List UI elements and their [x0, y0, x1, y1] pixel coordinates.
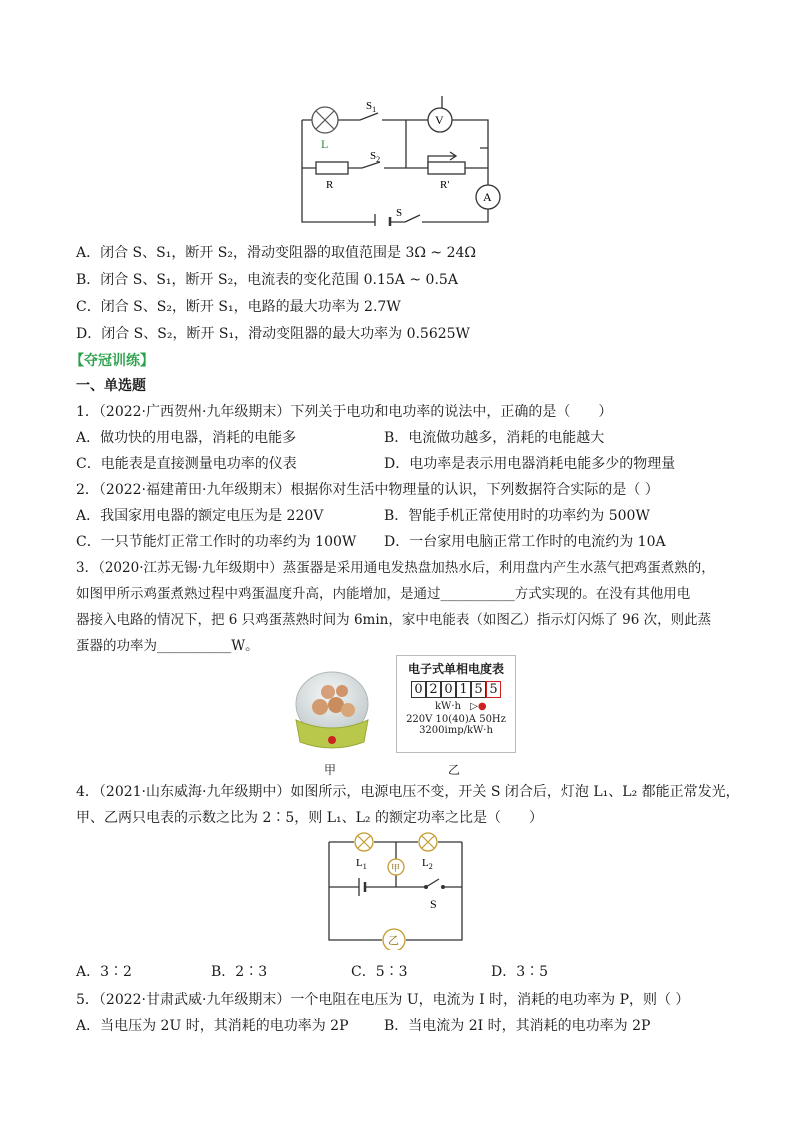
meter-unit-row [435, 701, 515, 712]
q4-option-b: B．2∶3 [211, 964, 268, 980]
meter-digit: 5 [486, 681, 501, 698]
lamp-label: L [321, 137, 329, 151]
q2-option-c: C．一只节能灯正常工作时的功率约为 100W [76, 534, 357, 550]
prev-option-d: D．闭合 S、S₂，断开 S₁，滑动变阻器的最大功率为 0.5625W [76, 326, 470, 342]
circuit-diagram-1 [290, 96, 505, 226]
meter-digit: 0 [441, 681, 456, 698]
rp-label: R' [440, 179, 450, 191]
q2-stem: 2．（2022·福建莆田·九年级期末）根据你对生活中物理量的认识，下列数据符合实际的是（ ） [76, 482, 659, 498]
prev-option-a: A．闭合 S、S₁，断开 S₂，滑动变阻器的取值范围是 3Ω ~ 24Ω [76, 245, 477, 261]
switch-s-label: S [396, 207, 403, 219]
q1-option-c: C．电能表是直接测量电功率的仪表 [76, 456, 297, 472]
q4-option-a: A．3∶2 [76, 964, 132, 980]
q1-option-a: A．做功快的用电器，消耗的电能多 [76, 430, 297, 446]
section-title: 一、单选题 [76, 378, 146, 394]
meter-digit: 0 [411, 681, 426, 698]
fig-a-caption: 甲 [324, 763, 337, 777]
switch-s2-label: S [430, 897, 437, 911]
fig-b-caption: 乙 [448, 763, 461, 777]
q3-line-1: 3．（2020·江苏无锡·九年级期中）蒸蛋器是采用通电发热盘加热水后，利用盘内产生水蒸气把鸡蛋煮熟的， [76, 560, 715, 576]
meter-jia-label: 甲 [391, 863, 401, 873]
q3-line-4: 蛋器的功率为___________W。 [76, 638, 259, 654]
q2-option-d: D．一台家用电脑正常工作时的电流约为 10A [384, 534, 666, 550]
l2-label: $L_2$ [422, 857, 433, 871]
egg-steamer-image [284, 662, 380, 754]
s1-label: $S_1$ [366, 100, 377, 114]
q1-option-b: B．电流做功越多，消耗的电能越大 [384, 430, 605, 446]
q4-option-c: C．5∶3 [351, 964, 408, 980]
circuit-diagram-2 [326, 832, 466, 950]
q3-line-3: 器接入电路的情况下，把 6 只鸡蛋蒸熟时间为 6min，家中电能表（如图乙）指示灯闪烁了 96 次，则此蒸 [76, 612, 712, 628]
q4-line-1: 4．（2021·山东威海·九年级期中）如图所示，电源电压不变，开关 S 闭合后，灯泡 L₁、L₂ 都能正常发光， [76, 784, 740, 800]
voltmeter-label: V [435, 113, 444, 127]
indicator-light-icon: ● [477, 701, 487, 712]
q2-option-b: B．智能手机正常使用时的功率约为 500W [384, 508, 650, 524]
meter-digit: 2 [426, 681, 441, 698]
q5-option-b: B．当电流为 2I 时，其消耗的电功率为 2P [384, 1018, 651, 1034]
s2-label: $S_2$ [370, 150, 381, 164]
meter-spec: 220V 10(40)A 50Hz [406, 714, 506, 725]
play-icon: ▷ [470, 701, 478, 712]
meter-digit: 5 [471, 681, 486, 698]
meter-yi-label: 乙 [388, 935, 399, 947]
q4-line-2: 甲、乙两只电表的示数之比为 2∶5，则 L₁、L₂ 的额定功率之比是（ ） [76, 810, 543, 826]
r-label: R [326, 179, 334, 191]
ammeter-label: A [483, 190, 492, 204]
meter-digit: 1 [456, 681, 471, 698]
q3-line-2: 如图甲所示鸡蛋煮熟过程中鸡蛋温度升高，内能增加，是通过___________方式实现的。在没有其他用电 [76, 586, 691, 602]
electric-meter [396, 655, 516, 753]
section-tag: 【夺冠训练】 [70, 353, 154, 369]
q2-option-a: A．我国家用电器的额定电压为是 220V [76, 508, 324, 524]
meter-imp: 3200imp/kW·h [419, 725, 493, 736]
l1-label: $L_1$ [356, 857, 367, 871]
q4-option-d: D．3∶5 [491, 964, 549, 980]
meter-unit: kW·h [435, 701, 461, 712]
meter-digits [397, 681, 515, 698]
q1-stem: 1．（2022·广西贺州·九年级期末）下列关于电功和电功率的说法中，正确的是（ ） [76, 404, 613, 420]
q1-option-d: D．电功率是表示用电器消耗电能多少的物理量 [384, 456, 676, 472]
prev-option-b: B．闭合 S、S₁，断开 S₂，电流表的变化范围 0.15A ~ 0.5A [76, 272, 458, 288]
prev-option-c: C．闭合 S、S₂，断开 S₁，电路的最大功率为 2.7W [76, 299, 401, 315]
q5-stem: 5．（2022·甘肃武威·九年级期末）一个电阻在电压为 U，电流为 I 时，消耗的电功率为 P，则（ ） [76, 992, 690, 1008]
meter-title: 电子式单相电度表 [407, 662, 504, 676]
q5-option-a: A．当电压为 2U 时，其消耗的电功率为 2P [76, 1018, 349, 1034]
